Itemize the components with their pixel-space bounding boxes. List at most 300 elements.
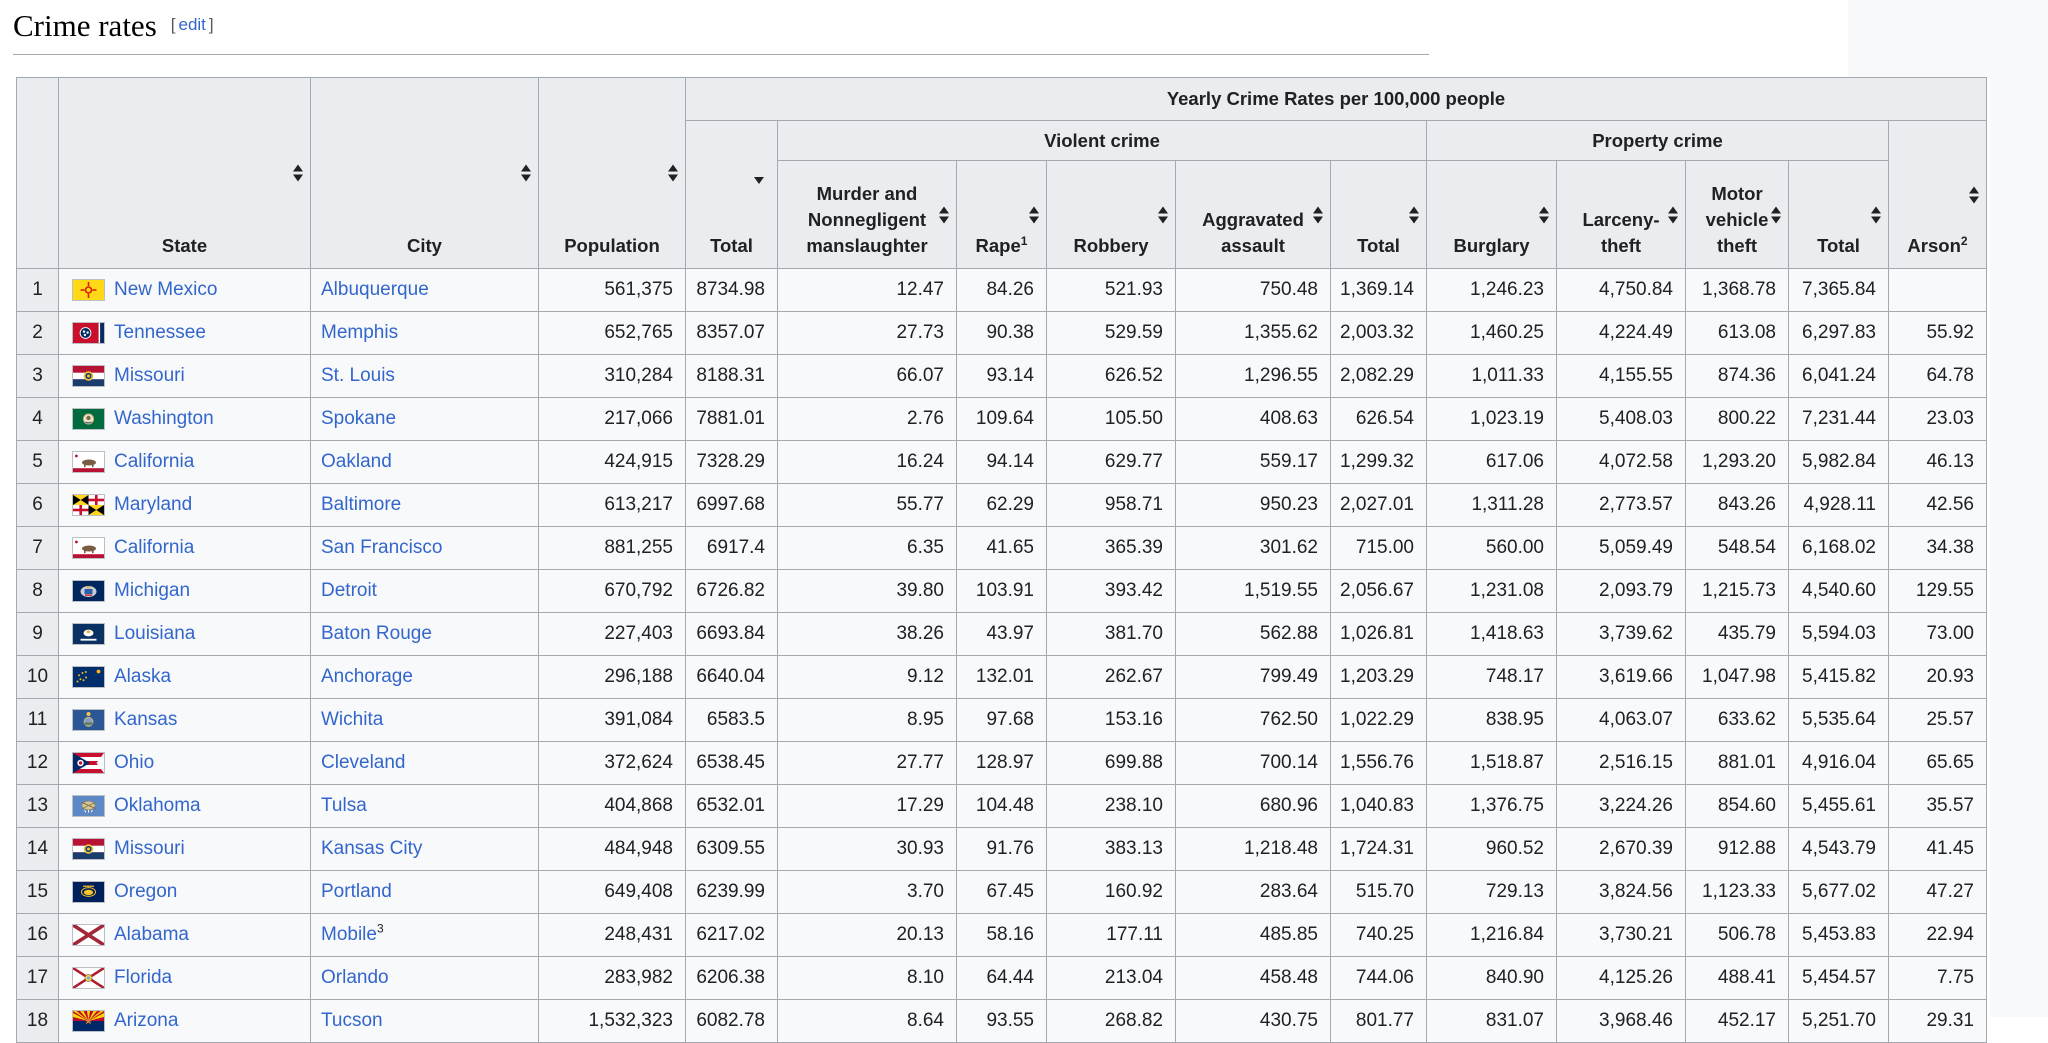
flag-missouri-icon — [72, 365, 105, 387]
population-cell: 1,532,323 — [539, 1000, 686, 1043]
population-cell: 391,084 — [539, 699, 686, 742]
motor-vehicle-theft-cell: 548.54 — [1686, 527, 1789, 570]
state-link[interactable]: Missouri — [114, 365, 185, 386]
arson-cell: 46.13 — [1889, 441, 1987, 484]
column-header-arson[interactable]: Arson$^2$ — [1889, 121, 1987, 269]
larceny-theft-cell: 3,730.21 — [1557, 914, 1686, 957]
population-cell: 649,408 — [539, 871, 686, 914]
population-cell: 652,765 — [539, 312, 686, 355]
state-link[interactable]: Ohio — [114, 752, 155, 773]
arson-cell: 55.92 — [1889, 312, 1987, 355]
row-rank: 2 — [17, 312, 59, 355]
larceny-theft-cell: 4,063.07 — [1557, 699, 1686, 742]
flag-oklahoma-icon — [72, 795, 105, 817]
state-link[interactable]: Alabama — [114, 924, 189, 945]
arson-cell: 41.45 — [1889, 828, 1987, 871]
state-link[interactable]: California — [114, 537, 195, 558]
violent-total-cell: 1,299.32 — [1331, 441, 1427, 484]
larceny-theft-cell: 5,059.49 — [1557, 527, 1686, 570]
arson-cell: 73.00 — [1889, 613, 1987, 656]
property-total-cell: 5,535.64 — [1789, 699, 1889, 742]
population-cell: 248,431 — [539, 914, 686, 957]
row-rank: 8 — [17, 570, 59, 613]
property-total-cell: 4,543.79 — [1789, 828, 1889, 871]
motor-vehicle-theft-cell: 1,368.78 — [1686, 269, 1789, 312]
burglary-cell: 560.00 — [1427, 527, 1557, 570]
burglary-cell: 1,376.75 — [1427, 785, 1557, 828]
city-cell — [311, 269, 539, 312]
state-link[interactable]: Alaska — [114, 666, 172, 687]
property-total-cell: 5,677.02 — [1789, 871, 1889, 914]
burglary-cell: 840.90 — [1427, 957, 1557, 1000]
column-header-state[interactable]: State — [59, 78, 311, 269]
motor-vehicle-theft-cell: 800.22 — [1686, 398, 1789, 441]
state-link[interactable]: Oregon — [114, 881, 178, 902]
rape-cell: 43.97 — [957, 613, 1047, 656]
flag-alaska-icon — [72, 666, 105, 688]
rape-cell: 128.97 — [957, 742, 1047, 785]
motor-vehicle-theft-cell: 613.08 — [1686, 312, 1789, 355]
row-rank: 12 — [17, 742, 59, 785]
table-row — [17, 355, 1987, 398]
total-cell: 6538.45 — [686, 742, 778, 785]
table-row — [17, 269, 1987, 312]
column-header-aggravated-assault[interactable]: Aggravated assault — [1176, 161, 1331, 269]
violent-total-cell: 1,724.31 — [1331, 828, 1427, 871]
city-cell — [311, 656, 539, 699]
sort-arrows-icon — [1158, 206, 1168, 223]
city-link[interactable]: Orlando — [321, 967, 389, 988]
aggravated-assault-cell: 1,218.48 — [1176, 828, 1331, 871]
rape-cell: 132.01 — [957, 656, 1047, 699]
property-total-cell: 4,928.11 — [1789, 484, 1889, 527]
aggravated-assault-cell: 430.75 — [1176, 1000, 1331, 1043]
arson-cell: 65.65 — [1889, 742, 1987, 785]
city-link[interactable]: Spokane — [321, 408, 397, 429]
robbery-cell: 105.50 — [1047, 398, 1176, 441]
column-header-city[interactable]: City — [311, 78, 539, 269]
city-link[interactable]: Kansas City — [321, 838, 423, 859]
total-cell: 6726.82 — [686, 570, 778, 613]
total-cell: 6217.02 — [686, 914, 778, 957]
total-cell: 7328.29 — [686, 441, 778, 484]
violent-total-cell: 1,022.29 — [1331, 699, 1427, 742]
city-cell — [311, 742, 539, 785]
property-total-cell: 5,415.82 — [1789, 656, 1889, 699]
burglary-cell: 831.07 — [1427, 1000, 1557, 1043]
robbery-cell: 381.70 — [1047, 613, 1176, 656]
burglary-cell: 960.52 — [1427, 828, 1557, 871]
city-cell — [311, 914, 539, 957]
sort-arrows-icon — [939, 206, 949, 223]
state-cell — [59, 527, 311, 570]
crime-rates-table — [16, 77, 1987, 1043]
larceny-theft-cell: 3,619.66 — [1557, 656, 1686, 699]
murder-cell: 66.07 — [778, 355, 957, 398]
robbery-cell: 529.59 — [1047, 312, 1176, 355]
burglary-cell: 1,460.25 — [1427, 312, 1557, 355]
larceny-theft-cell: 4,125.26 — [1557, 957, 1686, 1000]
total-cell: 6239.99 — [686, 871, 778, 914]
motor-vehicle-theft-cell: 912.88 — [1686, 828, 1789, 871]
aggravated-assault-cell: 559.17 — [1176, 441, 1331, 484]
rape-cell: 93.14 — [957, 355, 1047, 398]
city-link[interactable]: Oakland — [321, 451, 392, 472]
state-cell — [59, 398, 311, 441]
population-cell: 310,284 — [539, 355, 686, 398]
robbery-cell: 160.92 — [1047, 871, 1176, 914]
larceny-theft-cell: 3,824.56 — [1557, 871, 1686, 914]
robbery-cell: 238.10 — [1047, 785, 1176, 828]
violent-total-cell: 2,056.67 — [1331, 570, 1427, 613]
flag-missouri-icon — [72, 838, 105, 860]
city-cell — [311, 312, 539, 355]
arson-cell: 34.38 — [1889, 527, 1987, 570]
state-cell — [59, 570, 311, 613]
total-cell: 6206.38 — [686, 957, 778, 1000]
column-header-burglary[interactable]: Burglary — [1427, 161, 1557, 269]
state-link[interactable]: Missouri — [114, 838, 185, 859]
sort-arrows-icon — [1668, 206, 1678, 223]
aggravated-assault-cell: 762.50 — [1176, 699, 1331, 742]
larceny-theft-cell: 2,093.79 — [1557, 570, 1686, 613]
row-rank: 18 — [17, 1000, 59, 1043]
population-cell: 217,066 — [539, 398, 686, 441]
row-rank: 5 — [17, 441, 59, 484]
arson-cell: 35.57 — [1889, 785, 1987, 828]
table-row — [17, 957, 1987, 1000]
larceny-theft-cell: 4,155.55 — [1557, 355, 1686, 398]
table-row — [17, 570, 1987, 613]
state-link[interactable]: Maryland — [114, 494, 193, 515]
burglary-cell: 1,216.84 — [1427, 914, 1557, 957]
state-cell — [59, 269, 311, 312]
city-link[interactable]: Tucson — [321, 1010, 383, 1031]
edit-bracket-close: ] — [208, 15, 214, 34]
sort-arrows-icon — [1539, 206, 1549, 223]
city-link[interactable]: Baltimore — [321, 494, 402, 515]
larceny-theft-cell: 2,516.15 — [1557, 742, 1686, 785]
population-cell: 424,915 — [539, 441, 686, 484]
sort-arrows-icon — [1409, 206, 1419, 223]
column-header-total[interactable]: Total — [686, 121, 778, 269]
larceny-theft-cell: 2,773.57 — [1557, 484, 1686, 527]
robbery-cell: 393.42 — [1047, 570, 1176, 613]
table-row — [17, 785, 1987, 828]
motor-vehicle-theft-cell: 881.01 — [1686, 742, 1789, 785]
rape-cell: 109.64 — [957, 398, 1047, 441]
state-cell — [59, 828, 311, 871]
city-link[interactable]: Anchorage — [321, 666, 413, 687]
city-cell — [311, 484, 539, 527]
column-header-robbery[interactable]: Robbery — [1047, 161, 1176, 269]
column-header-murder[interactable]: Murder and Nonnegligent manslaughter — [778, 161, 957, 269]
state-link[interactable]: Oklahoma — [114, 795, 201, 816]
row-rank: 15 — [17, 871, 59, 914]
table-row — [17, 441, 1987, 484]
total-cell: 6997.68 — [686, 484, 778, 527]
rape-cell: 93.55 — [957, 1000, 1047, 1043]
row-rank: 3 — [17, 355, 59, 398]
murder-cell: 8.95 — [778, 699, 957, 742]
aggravated-assault-cell: 301.62 — [1176, 527, 1331, 570]
violent-total-cell: 1,026.81 — [1331, 613, 1427, 656]
murder-cell: 17.29 — [778, 785, 957, 828]
murder-cell: 6.35 — [778, 527, 957, 570]
column-header-violent-total[interactable]: Total — [1331, 161, 1427, 269]
burglary-cell: 748.17 — [1427, 656, 1557, 699]
table-row — [17, 484, 1987, 527]
murder-cell: 8.64 — [778, 1000, 957, 1043]
column-header-property-total[interactable]: Total — [1789, 161, 1889, 269]
burglary-cell: 838.95 — [1427, 699, 1557, 742]
row-rank: 7 — [17, 527, 59, 570]
city-link[interactable]: Portland — [321, 881, 392, 902]
state-cell — [59, 785, 311, 828]
city-link[interactable]: Memphis — [321, 322, 399, 343]
city-link[interactable]: St. Louis — [321, 365, 395, 386]
flag-alabama-icon — [72, 924, 105, 946]
arson-cell: 25.57 — [1889, 699, 1987, 742]
state-link[interactable]: Arizona — [114, 1010, 179, 1031]
sort-arrows-icon — [521, 165, 531, 182]
city-cell — [311, 957, 539, 1000]
larceny-theft-cell: 4,072.58 — [1557, 441, 1686, 484]
edit-bracket-open: [ — [170, 15, 176, 34]
table-row — [17, 527, 1987, 570]
sort-arrows-icon — [1771, 206, 1781, 223]
table-row — [17, 613, 1987, 656]
population-cell: 372,624 — [539, 742, 686, 785]
sort-arrows-icon — [1029, 206, 1039, 223]
city-link[interactable]: Albuquerque — [321, 279, 429, 300]
larceny-theft-cell: 4,750.84 — [1557, 269, 1686, 312]
sort-arrows-icon — [668, 165, 678, 182]
burglary-cell: 1,311.28 — [1427, 484, 1557, 527]
population-cell: 484,948 — [539, 828, 686, 871]
edit-link[interactable]: edit — [178, 15, 206, 34]
murder-cell: 39.80 — [778, 570, 957, 613]
table-row — [17, 828, 1987, 871]
sort-arrows-icon — [1871, 206, 1881, 223]
sort-arrows-icon — [1313, 206, 1323, 223]
property-total-cell: 7,231.44 — [1789, 398, 1889, 441]
aggravated-assault-cell: 485.85 — [1176, 914, 1331, 957]
arson-cell: 22.94 — [1889, 914, 1987, 957]
state-cell — [59, 1000, 311, 1043]
row-rank: 6 — [17, 484, 59, 527]
burglary-cell: 1,011.33 — [1427, 355, 1557, 398]
aggravated-assault-cell: 680.96 — [1176, 785, 1331, 828]
table-row — [17, 312, 1987, 355]
property-total-cell: 4,540.60 — [1789, 570, 1889, 613]
rape-cell: 91.76 — [957, 828, 1047, 871]
population-cell: 881,255 — [539, 527, 686, 570]
violent-total-cell: 626.54 — [1331, 398, 1427, 441]
violent-total-cell: 715.00 — [1331, 527, 1427, 570]
table-row — [17, 742, 1987, 785]
row-rank: 17 — [17, 957, 59, 1000]
arson-cell: 42.56 — [1889, 484, 1987, 527]
murder-cell: 55.77 — [778, 484, 957, 527]
population-cell: 404,868 — [539, 785, 686, 828]
state-cell — [59, 699, 311, 742]
arson-cell: 20.93 — [1889, 656, 1987, 699]
arson-cell: 129.55 — [1889, 570, 1987, 613]
burglary-cell: 729.13 — [1427, 871, 1557, 914]
motor-vehicle-theft-cell: 854.60 — [1686, 785, 1789, 828]
city-cell — [311, 527, 539, 570]
motor-vehicle-theft-cell: 452.17 — [1686, 1000, 1789, 1043]
row-rank: 14 — [17, 828, 59, 871]
violent-total-cell: 744.06 — [1331, 957, 1427, 1000]
city-cell — [311, 613, 539, 656]
murder-cell: 8.10 — [778, 957, 957, 1000]
state-link[interactable]: Michigan — [114, 580, 191, 601]
city-link[interactable]: Mobile — [321, 924, 377, 945]
table-row — [17, 398, 1987, 441]
rank-column-header — [17, 78, 59, 269]
property-total-cell: 5,594.03 — [1789, 613, 1889, 656]
sort-descending-icon — [754, 184, 764, 206]
total-cell: 6917.4 — [686, 527, 778, 570]
flag-new-mexico-icon — [72, 279, 105, 301]
murder-cell: 2.76 — [778, 398, 957, 441]
column-header-larceny-theft[interactable]: Larceny- theft — [1557, 161, 1686, 269]
arson-cell: 29.31 — [1889, 1000, 1987, 1043]
rape-cell: 67.45 — [957, 871, 1047, 914]
robbery-cell: 268.82 — [1047, 1000, 1176, 1043]
city-cell — [311, 1000, 539, 1043]
murder-cell: 27.77 — [778, 742, 957, 785]
burglary-cell: 1,246.23 — [1427, 269, 1557, 312]
robbery-cell: 213.04 — [1047, 957, 1176, 1000]
aggravated-assault-cell: 799.49 — [1176, 656, 1331, 699]
murder-cell: 16.24 — [778, 441, 957, 484]
total-cell: 6693.84 — [686, 613, 778, 656]
column-header-population[interactable]: Population — [539, 78, 686, 269]
row-rank: 16 — [17, 914, 59, 957]
aggravated-assault-cell: 562.88 — [1176, 613, 1331, 656]
motor-vehicle-theft-cell: 506.78 — [1686, 914, 1789, 957]
table-body — [17, 269, 1987, 1043]
flag-florida-icon — [72, 967, 105, 989]
total-cell: 8188.31 — [686, 355, 778, 398]
city-link[interactable]: Wichita — [321, 709, 384, 730]
population-cell: 613,217 — [539, 484, 686, 527]
city-link[interactable]: Detroit — [321, 580, 377, 601]
aggravated-assault-cell: 408.63 — [1176, 398, 1331, 441]
burglary-cell: 1,023.19 — [1427, 398, 1557, 441]
group-header-property-crime: Property crime — [1427, 121, 1889, 161]
total-cell: 6532.01 — [686, 785, 778, 828]
total-cell: 6309.55 — [686, 828, 778, 871]
aggravated-assault-cell: 750.48 — [1176, 269, 1331, 312]
aggravated-assault-cell: 950.23 — [1176, 484, 1331, 527]
city-cell — [311, 871, 539, 914]
group-header-violent-crime: Violent crime — [778, 121, 1427, 161]
state-link[interactable]: Florida — [114, 967, 173, 988]
violent-total-cell: 2,082.29 — [1331, 355, 1427, 398]
larceny-theft-cell: 3,224.26 — [1557, 785, 1686, 828]
rape-cell: 41.65 — [957, 527, 1047, 570]
rape-cell: 94.14 — [957, 441, 1047, 484]
state-cell — [59, 441, 311, 484]
state-cell — [59, 613, 311, 656]
murder-cell: 30.93 — [778, 828, 957, 871]
state-link[interactable]: Louisiana — [114, 623, 196, 644]
aggravated-assault-cell: 1,519.55 — [1176, 570, 1331, 613]
total-cell: 6640.04 — [686, 656, 778, 699]
state-link[interactable]: California — [114, 451, 195, 472]
property-total-cell: 5,982.84 — [1789, 441, 1889, 484]
larceny-theft-cell: 3,968.46 — [1557, 1000, 1686, 1043]
robbery-cell: 177.11 — [1047, 914, 1176, 957]
state-cell — [59, 656, 311, 699]
aggravated-assault-cell: 700.14 — [1176, 742, 1331, 785]
robbery-cell: 629.77 — [1047, 441, 1176, 484]
state-cell — [59, 312, 311, 355]
motor-vehicle-theft-cell: 843.26 — [1686, 484, 1789, 527]
motor-vehicle-theft-cell: 1,293.20 — [1686, 441, 1789, 484]
motor-vehicle-theft-cell: 874.36 — [1686, 355, 1789, 398]
motor-vehicle-theft-cell: 1,123.33 — [1686, 871, 1789, 914]
city-link[interactable]: Cleveland — [321, 752, 406, 773]
aggravated-assault-cell: 1,355.62 — [1176, 312, 1331, 355]
state-link[interactable]: Washington — [114, 408, 214, 429]
state-link[interactable]: Kansas — [114, 709, 178, 730]
aggravated-assault-cell: 458.48 — [1176, 957, 1331, 1000]
column-header-rape[interactable]: Rape$^1$ — [957, 161, 1047, 269]
city-link[interactable]: Baton Rouge — [321, 623, 432, 644]
property-total-cell: 5,251.70 — [1789, 1000, 1889, 1043]
column-header-motor-vehicle-theft[interactable]: Motor vehicle theft — [1686, 161, 1789, 269]
city-link[interactable]: Tulsa — [321, 795, 367, 816]
total-cell: 6583.5 — [686, 699, 778, 742]
violent-total-cell: 801.77 — [1331, 1000, 1427, 1043]
population-cell: 227,403 — [539, 613, 686, 656]
murder-cell: 3.70 — [778, 871, 957, 914]
table-row — [17, 1000, 1987, 1043]
arson-cell: 23.03 — [1889, 398, 1987, 441]
population-cell: 296,188 — [539, 656, 686, 699]
flag-california-icon — [72, 537, 105, 559]
flag-michigan-icon — [72, 580, 105, 602]
robbery-cell: 365.39 — [1047, 527, 1176, 570]
city-cell — [311, 355, 539, 398]
state-link[interactable]: Tennessee — [114, 322, 206, 343]
city-cell — [311, 828, 539, 871]
rape-cell: 62.29 — [957, 484, 1047, 527]
burglary-cell: 1,231.08 — [1427, 570, 1557, 613]
state-link[interactable]: New Mexico — [114, 279, 218, 300]
state-cell — [59, 957, 311, 1000]
violent-total-cell: 1,040.83 — [1331, 785, 1427, 828]
flag-maryland-icon — [72, 494, 105, 516]
aggravated-assault-cell: 1,296.55 — [1176, 355, 1331, 398]
city-link[interactable]: San Francisco — [321, 537, 443, 558]
row-rank: 4 — [17, 398, 59, 441]
robbery-cell: 383.13 — [1047, 828, 1176, 871]
sort-arrows-icon — [1969, 186, 1979, 203]
murder-cell: 38.26 — [778, 613, 957, 656]
violent-total-cell: 1,203.29 — [1331, 656, 1427, 699]
row-rank: 9 — [17, 613, 59, 656]
total-cell: 8734.98 — [686, 269, 778, 312]
section-heading — [13, 0, 1429, 55]
property-total-cell: 6,168.02 — [1789, 527, 1889, 570]
robbery-cell: 699.88 — [1047, 742, 1176, 785]
